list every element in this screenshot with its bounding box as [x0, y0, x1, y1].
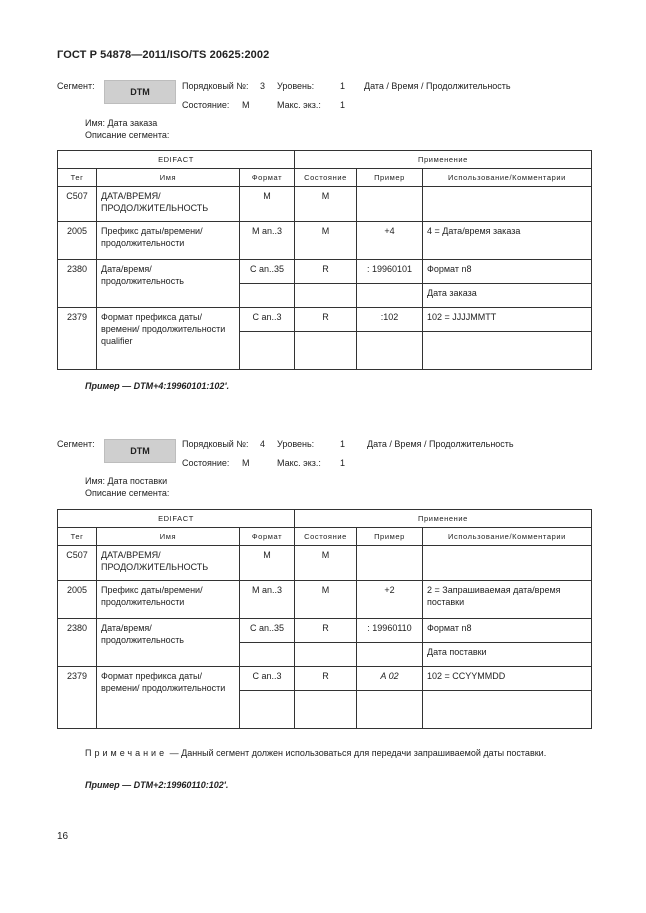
level-label: Уровень:	[277, 81, 315, 91]
segment-title: Дата / Время / Продолжительность	[364, 81, 511, 91]
cell-name: Формат префикса даты/времени/ продолжительности	[97, 667, 240, 729]
cell-name: ДАТА/ВРЕМЯ/ ПРОДОЛЖИТЕЛЬНОСТЬ	[97, 546, 240, 581]
segment-label: Сегмент:	[57, 439, 95, 449]
seq-label: Порядковый №:	[182, 439, 249, 449]
cell-tag: 2380	[58, 619, 97, 667]
col-header-usage: Использование/Комментарии	[423, 169, 592, 187]
cell-status: R	[295, 619, 357, 643]
segment-title: Дата / Время / Продолжительность	[367, 439, 514, 449]
page-number: 16	[57, 831, 69, 842]
segment-name: Имя: Дата заказа	[85, 118, 158, 128]
table-row	[58, 546, 592, 581]
cell-tag: C507	[58, 187, 97, 222]
seq-value: 3	[260, 81, 266, 91]
cell-example: : 19960101	[357, 260, 423, 284]
status-label: Состояние:	[182, 458, 230, 468]
cell-tag: 2379	[58, 667, 97, 729]
cell-example: A 02	[357, 667, 423, 691]
segment-label: Сегмент:	[57, 81, 95, 91]
cell-example: :102	[357, 308, 423, 332]
cell-example: : 19960110	[357, 619, 423, 643]
cell-usage-2: Дата заказа	[423, 284, 592, 308]
table-row	[58, 260, 592, 284]
cell-tag: 2379	[58, 308, 97, 370]
cell-example: +2	[357, 581, 423, 619]
status-value: М	[242, 458, 250, 468]
cell-usage-2: Дата поставки	[423, 643, 592, 667]
cell-example	[357, 187, 423, 222]
cell-usage: 102 = CCYYMMDD	[423, 667, 592, 691]
cell-status: R	[295, 667, 357, 691]
col-header-usage: Использование/Комментарии	[423, 528, 592, 546]
status-value: М	[242, 100, 250, 110]
cell-name: Дата/время/ продолжительность	[97, 619, 240, 667]
max-label: Макс. экз.:	[277, 100, 321, 110]
table-row	[58, 581, 592, 619]
cell-name: Префикс даты/времени/ продолжительности	[97, 581, 240, 619]
col-header-name: Имя	[97, 528, 240, 546]
cell-tag: 2380	[58, 260, 97, 308]
cell-tag: 2005	[58, 581, 97, 619]
cell-format: M an..3	[240, 581, 295, 619]
cell-name: Префикс даты/времени/ продолжительности	[97, 222, 240, 260]
note-text: — Данный сегмент должен использоваться для передачи запрашиваемой даты поставки.	[167, 748, 547, 758]
segment-code-box	[104, 439, 176, 463]
status-label: Состояние:	[182, 100, 230, 110]
cell-format: С an..3	[240, 667, 295, 691]
edifact-header: EDIFACT	[58, 510, 295, 528]
table-row	[58, 187, 592, 222]
document-header: ГОСТ Р 54878—2011/ISO/TS 20625:2002	[57, 49, 270, 61]
cell-format: С an..3	[240, 308, 295, 332]
col-header-example: Пример	[357, 528, 423, 546]
cell-example	[357, 546, 423, 581]
application-header: Применение	[295, 151, 592, 169]
segment-description-label: Описание сегмента:	[85, 130, 170, 140]
edifact-header: EDIFACT	[58, 151, 295, 169]
seq-label: Порядковый №:	[182, 81, 249, 91]
cell-usage: Формат n8	[423, 619, 592, 643]
segment-example: Пример — DTM+4:19960101:102'.	[85, 381, 230, 391]
cell-status: M	[295, 546, 357, 581]
cell-usage: Формат n8	[423, 260, 592, 284]
cell-status: R	[295, 260, 357, 284]
segment-code: DTM	[130, 446, 150, 456]
cell-format: M	[240, 187, 295, 222]
segment-code: DTM	[130, 87, 150, 97]
cell-usage	[423, 187, 592, 222]
level-label: Уровень:	[277, 439, 315, 449]
col-header-tag: Тег	[58, 528, 97, 546]
segment-note	[57, 746, 591, 760]
segment-table	[57, 150, 592, 370]
max-label: Макс. экз.:	[277, 458, 321, 468]
cell-name: Дата/время/ продолжительность	[97, 260, 240, 308]
col-header-tag: Тег	[58, 169, 97, 187]
cell-format: M	[240, 546, 295, 581]
segment-description-label: Описание сегмента:	[85, 488, 170, 498]
col-header-name: Имя	[97, 169, 240, 187]
cell-format: С an..35	[240, 260, 295, 284]
application-header: Применение	[295, 510, 592, 528]
max-value: 1	[340, 100, 346, 110]
col-header-status: Состояние	[295, 528, 357, 546]
col-header-format: Формат	[240, 169, 295, 187]
cell-status: R	[295, 308, 357, 332]
note-prefix: Примечание	[85, 748, 168, 758]
cell-name: Формат префикса даты/времени/ продолжительности qualifier	[97, 308, 240, 370]
cell-name: ДАТА/ВРЕМЯ/ ПРОДОЛЖИТЕЛЬНОСТЬ	[97, 187, 240, 222]
table-row	[58, 222, 592, 260]
col-header-example: Пример	[357, 169, 423, 187]
cell-format: M an..3	[240, 222, 295, 260]
cell-tag: 2005	[58, 222, 97, 260]
segment-name: Имя: Дата поставки	[85, 476, 168, 486]
col-header-format: Формат	[240, 528, 295, 546]
segment-table	[57, 509, 592, 729]
segment-example: Пример — DTM+2:19960110:102'.	[85, 780, 229, 790]
col-header-status: Состояние	[295, 169, 357, 187]
cell-usage: 102 = JJJJMMTT	[423, 308, 592, 332]
table-row	[58, 619, 592, 643]
cell-usage	[423, 546, 592, 581]
seq-value: 4	[260, 439, 266, 449]
cell-status: M	[295, 187, 357, 222]
level-value: 1	[340, 81, 346, 91]
cell-tag: C507	[58, 546, 97, 581]
cell-status: M	[295, 581, 357, 619]
cell-usage: 2 = Запрашиваемая дата/время поставки	[423, 581, 592, 619]
cell-status: M	[295, 222, 357, 260]
cell-usage: 4 = Дата/время заказа	[423, 222, 592, 260]
table-row	[58, 667, 592, 691]
cell-format: С an..35	[240, 619, 295, 643]
cell-example: +4	[357, 222, 423, 260]
level-value: 1	[340, 439, 346, 449]
segment-code-box	[104, 80, 176, 104]
max-value: 1	[340, 458, 346, 468]
table-row	[58, 308, 592, 332]
